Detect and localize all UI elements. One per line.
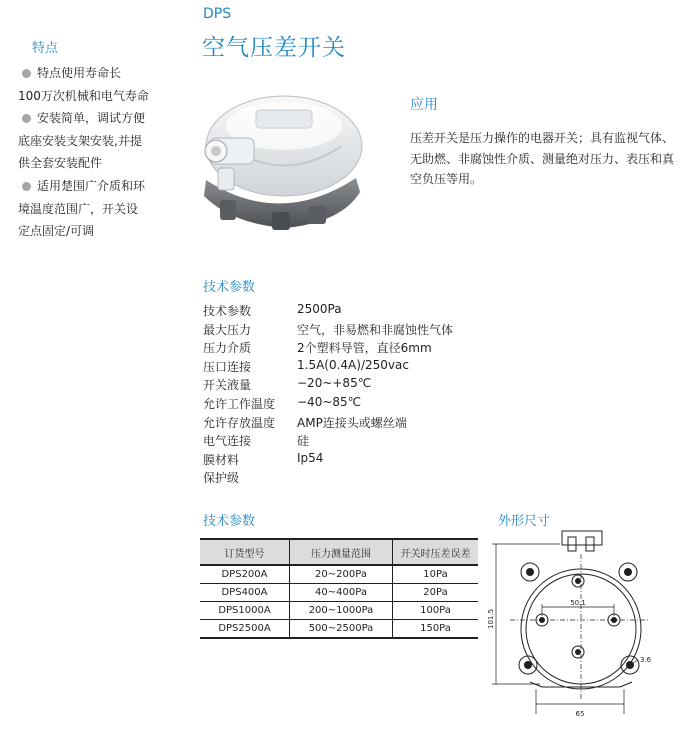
spec-value: −40~85℃: [297, 394, 362, 409]
application-line: 压差开关是压力操作的电器开关；具有监视气体、: [410, 131, 675, 145]
feature-line: [18, 130, 193, 153]
dim-hole-spacing-label: 50.1: [570, 599, 586, 607]
table-row: [200, 620, 478, 639]
dimensions-title: 外形尺寸: [498, 514, 551, 529]
spec-value: AMP连接头或螺丝端: [297, 415, 407, 430]
order-cell-range: 20~200Pa: [290, 565, 393, 584]
feature-line: [18, 220, 193, 243]
application-text: [410, 128, 688, 190]
feature-text: 100万次机械和电气寿命: [18, 88, 149, 103]
spec-value: 空气，非易燃和非腐蚀性气体: [297, 322, 454, 337]
feature-text: 特点使用寿命长: [37, 66, 122, 80]
feature-text: 适用楚围广介质和环: [37, 178, 146, 193]
features-list: [18, 62, 193, 243]
spec-value: 2500Pa: [297, 302, 342, 316]
order-table: [200, 538, 478, 639]
bullet-icon: [22, 182, 31, 191]
order-cell-tolerance: 20Pa: [393, 584, 479, 602]
feature-line: [18, 175, 193, 198]
dim-width-label: 65: [575, 710, 585, 718]
feature-text: 定点固定/可调: [18, 224, 95, 239]
spec-value: 2个塑料导管，直径6mm: [297, 341, 432, 356]
bullet-icon: [22, 114, 31, 123]
dim-hole-diameter-label: 3.6: [640, 656, 652, 664]
spec-value: 1.5A(0.4A)/250vac: [297, 357, 409, 372]
order-cell-model: DPS1000A: [200, 602, 290, 620]
order-title: 技术参数: [203, 514, 256, 529]
features-title: 特点: [32, 41, 59, 56]
spec-value: 硅: [297, 434, 310, 449]
order-cell-tolerance: 100Pa: [393, 602, 479, 620]
feature-line: [18, 85, 193, 108]
order-header-row: [200, 539, 478, 565]
table-row: [200, 584, 478, 602]
order-header-range: 压力测量范围: [290, 539, 393, 565]
dimension-drawing: [480, 524, 695, 739]
dim-height-label: 101.5: [487, 608, 495, 630]
feature-line: [18, 152, 193, 175]
page-title: 空气压差开关: [202, 35, 346, 61]
feature-line: [18, 107, 193, 130]
application-line: 空负压等用。: [410, 172, 483, 186]
order-cell-model: DPS200A: [200, 565, 290, 584]
order-cell-model: DPS400A: [200, 584, 290, 602]
spec-key: 技术参数: [203, 304, 252, 318]
feature-text: 底座安装支架安装,并提: [18, 133, 142, 148]
order-cell-tolerance: 10Pa: [393, 565, 479, 584]
spec-key: 开关液量: [203, 378, 252, 393]
order-header-tolerance: 开关时压差误差: [393, 539, 479, 565]
spec-key: 保护级: [203, 471, 240, 486]
table-row: [200, 565, 478, 584]
feature-text: 境温度范围广，开关设: [18, 201, 139, 216]
spec-key: 电气连接: [203, 434, 252, 449]
order-cell-tolerance: 150Pa: [393, 620, 479, 639]
spec-value: −20~+85℃: [297, 376, 372, 391]
order-cell-range: 40~400Pa: [290, 584, 393, 602]
application-title: 应用: [410, 97, 438, 113]
bullet-icon: [22, 69, 31, 78]
table-row: [200, 602, 478, 620]
spec-key: 压力介质: [203, 341, 252, 356]
spec-key: 允许工作温度: [203, 396, 276, 411]
spec-key: 最大压力: [203, 322, 252, 337]
order-header-model: 订货型号: [200, 539, 290, 565]
product-image: [192, 88, 368, 240]
specs-title: 技术参数: [203, 280, 256, 295]
order-cell-range: 500~2500Pa: [290, 620, 393, 639]
feature-text: 安装简单，调试方便: [37, 111, 146, 126]
spec-key: 压口连接: [203, 359, 252, 374]
spec-key: 允许存放温度: [203, 415, 276, 430]
order-cell-model: DPS2500A: [200, 620, 290, 639]
spec-value: Ip54: [297, 450, 324, 465]
feature-line: [18, 62, 193, 85]
feature-line: [18, 198, 193, 221]
application-line: 无助燃、非腐蚀性介质、测量绝对压力、表压和真: [410, 151, 675, 166]
spec-key: 膜材料: [203, 452, 240, 467]
model-name: DPS: [203, 6, 232, 22]
order-cell-range: 200~1000Pa: [290, 602, 393, 620]
feature-text: 供全套安装配件: [18, 156, 103, 171]
